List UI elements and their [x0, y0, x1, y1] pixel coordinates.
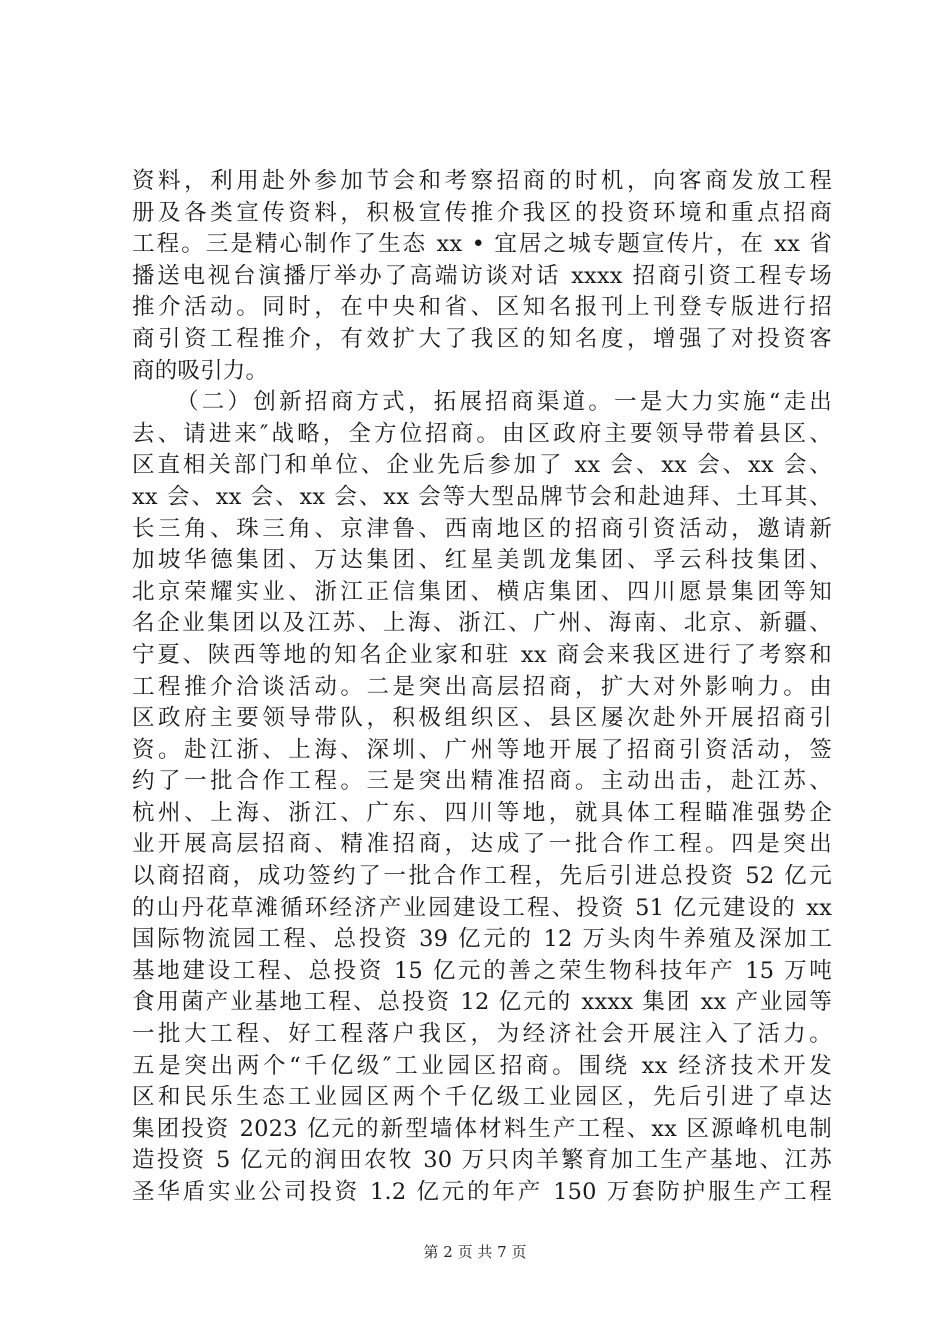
- text-line: 宁夏、陕西等地的知名企业家和驻 xx 商会来我区进行了考察和: [132, 641, 832, 668]
- text-line: 工程。三是精心制作了生态 xx • 宜居之城专题宣传片，在 xx 省: [132, 231, 832, 258]
- text-line: 长三角、珠三角、京津鲁、西南地区的招商引资活动，邀请新: [132, 515, 832, 542]
- section-heading-line: （二）创新招商方式，拓展招商渠道。一是大力实施“走出: [176, 389, 832, 416]
- text-line: 业开展高层招商、精准招商，达成了一批合作工程。四是突出: [132, 831, 832, 858]
- text-line: 五是突出两个“千亿级″工业园区招商。围绕 xx 经济技术开发: [132, 1052, 832, 1079]
- text-line: 国际物流园工程、总投资 39 亿元的 12 万头肉牛养殖及深加工: [132, 926, 832, 953]
- text-line: 的山丹花草滩循环经济产业园建设工程、投资 51 亿元建设的 xx: [132, 894, 832, 921]
- text-line: 集团投资 2023 亿元的新型墙体材料生产工程、xx 区源峰机电制: [132, 1115, 832, 1142]
- text-line: 加坡华德集团、万达集团、红星美凯龙集团、孚云科技集团、: [132, 547, 832, 574]
- text-line: 以商招商，成功签约了一批合作工程，先后引进总投资 52 亿元: [132, 863, 832, 890]
- text-line: 区直相关部门和单位、企业先后参加了 xx 会、xx 会、xx 会、: [132, 452, 832, 479]
- text-line: 播送电视台演播厅举办了高端访谈对话 xxxx 招商引资工程专场: [132, 262, 832, 289]
- text-line: 北京荣耀实业、浙江正信集团、横店集团、四川愿景集团等知: [132, 578, 832, 605]
- text-line: 食用菌产业基地工程、总投资 12 亿元的 xxxx 集团 xx 产业园等: [132, 989, 832, 1016]
- text-line: 商引资工程推介，有效扩大了我区的知名度，增强了对投资客: [132, 325, 832, 352]
- text-line: 名企业集团以及江苏、上海、浙江、广州、海南、北京、新疆、: [132, 610, 832, 637]
- text-line: xx 会、xx 会、xx 会、xx 会等大型品牌节会和赴迪拜、土耳其、: [132, 483, 832, 510]
- text-line: 册及各类宣传资料，积极宣传推介我区的投资环境和重点招商: [132, 199, 832, 226]
- text-line: 商的吸引力。: [132, 357, 269, 384]
- text-line: 工程推介洽谈活动。二是突出高层招商，扩大对外影响力。由: [132, 673, 832, 700]
- text-line: 基地建设工程、总投资 15 亿元的善之荣生物科技年产 15 万吨: [132, 957, 832, 984]
- text-line: 一批大工程、好工程落户我区，为经济社会开展注入了活力。: [132, 1021, 832, 1048]
- text-line: 区和民乐生态工业园区两个千亿级工业园区，先后引进了卓达: [132, 1084, 832, 1111]
- text-line: 杭州、上海、浙江、广东、四川等地，就具体工程瞄准强势企: [132, 799, 832, 826]
- text-line: 资料，利用赴外参加节会和考察招商的时机，向客商发放工程: [132, 168, 832, 194]
- text-line: 推介活动。同时，在中央和省、区知名报刊上刊登专版进行招: [132, 294, 832, 321]
- page-number-footer: 第 2 页 共 7 页: [423, 1243, 527, 1261]
- text-line: 约了一批合作工程。三是突出精准招商。主动出击，赴江苏、: [132, 768, 832, 795]
- text-line: 造投资 5 亿元的润田农牧 30 万只肉羊繁育加工生产基地、江苏: [132, 1147, 832, 1174]
- text-line: 去、请进来″战略，全方位招商。由区政府主要领导带着县区、: [132, 420, 832, 447]
- text-line: 区政府主要领导带队，积极组织区、县区屡次赴外开展招商引: [132, 705, 832, 732]
- text-line: 圣华盾实业公司投资 1.2 亿元的年产 150 万套防护服生产工程: [132, 1179, 832, 1205]
- text-line: 资。赴江浙、上海、深圳、广州等地开展了招商引资活动，签: [132, 736, 832, 763]
- body-text: [132, 166, 832, 1209]
